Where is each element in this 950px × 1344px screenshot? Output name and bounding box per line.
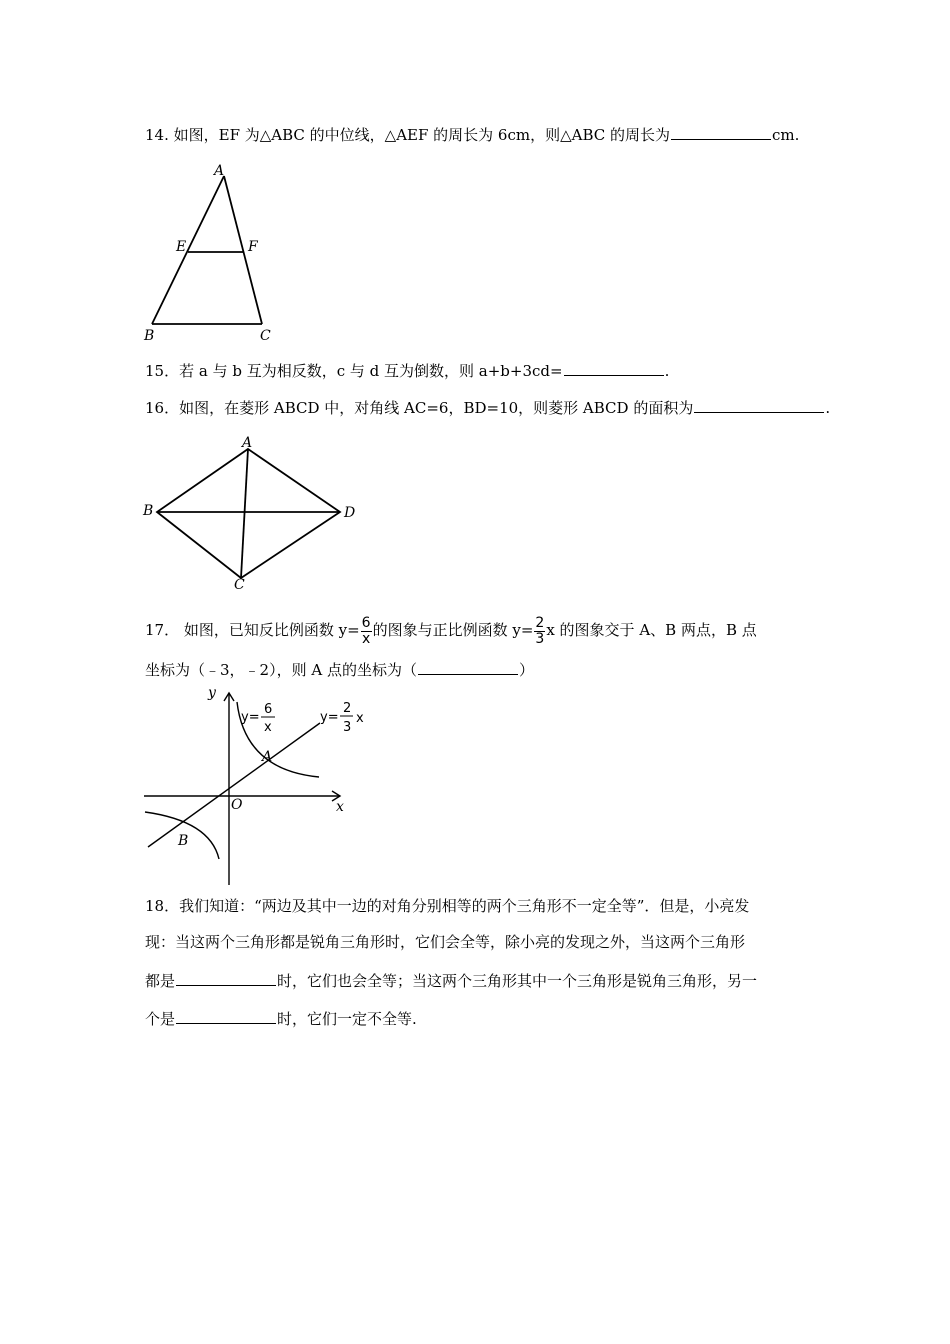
q14-label-a: A	[214, 163, 225, 179]
q14-label-b: B	[144, 328, 155, 344]
q16-label-a: A	[242, 435, 253, 451]
q16-label-d: D	[344, 505, 356, 521]
q17-label-y-2-3-x	[320, 701, 364, 735]
q16-answer-blank[interactable]	[694, 398, 824, 413]
q17-line2-text: 坐标为（﹣3，﹣2），则 A 点的坐标为（	[145, 661, 417, 679]
q18-line3-text-b: 时，它们也会全等；当这两个三角形其中一个三角形是锐角三角形，另一	[277, 972, 758, 990]
q14-text: 14. 如图，EF 为△ABC 的中位线，△AEF 的周长为 6cm，则△ABC 的周长为	[145, 126, 671, 144]
q17-point-b-label: B	[178, 833, 189, 849]
svg-text:6: 6	[264, 702, 273, 717]
q16-rhombus-figure	[140, 435, 365, 595]
question-17-line-2	[145, 660, 534, 680]
q16-rhombus	[157, 449, 340, 578]
svg-text:y=: y=	[320, 710, 339, 725]
question-18-line-3	[145, 971, 757, 991]
q14-triangle-figure	[140, 160, 280, 345]
q17-y-axis-label: y	[208, 685, 216, 701]
q16-diagonal-ac	[241, 449, 248, 578]
q14-label-f: F	[248, 239, 258, 255]
svg-text:x: x	[264, 720, 272, 735]
q14-unit: cm.	[772, 126, 800, 144]
q18-line3-text-a: 都是	[145, 972, 176, 990]
q16-text: 16．如图，在菱形 ABCD 中，对角线 AC=6，BD=10，则菱形 ABCD 的面积为	[145, 399, 694, 417]
q17-line-y-2-3x	[148, 723, 320, 847]
q16-label-b: B	[143, 503, 154, 519]
q15-text: 15．若 a 与 b 互为相反数，c 与 d 互为倒数，则 a+b+3cd=	[145, 362, 563, 380]
q14-label-c: C	[260, 328, 271, 344]
q18-answer-blank-2[interactable]	[176, 1009, 276, 1024]
q18-line4-text-a: 个是	[145, 1010, 176, 1028]
svg-text:x: x	[356, 711, 364, 726]
q16-end: .	[825, 399, 831, 417]
q17-point-a-label: A	[262, 749, 273, 765]
q14-side-ab	[152, 176, 224, 324]
question-17-line-1	[145, 615, 757, 647]
q15-answer-blank[interactable]	[564, 361, 664, 376]
question-15	[145, 361, 669, 381]
q16-label-c: C	[234, 577, 245, 593]
q18-answer-blank-1[interactable]	[176, 971, 276, 986]
question-16	[145, 398, 830, 418]
q17-line2-end: ）	[518, 661, 534, 679]
svg-text:3: 3	[343, 720, 352, 735]
q14-label-e: E	[176, 239, 187, 255]
q18-line4-text-b: 时，它们一定不全等.	[277, 1010, 417, 1028]
q17-answer-blank[interactable]	[418, 660, 518, 675]
q17-label-y-6-over-x	[241, 702, 275, 735]
q17-fraction-6-over-x: $\frac{6}{x}$	[361, 614, 371, 647]
question-14	[145, 125, 799, 145]
q14-answer-blank[interactable]	[671, 125, 771, 140]
q17-origin-label: O	[231, 797, 243, 813]
svg-text:y=: y=	[241, 710, 260, 725]
question-18-line-2: 现：当这两个三角形都是锐角三角形时，它们会全等，除小亮的发现之外，当这两个三角形	[145, 933, 746, 951]
q17-graph-figure	[140, 685, 364, 890]
q15-end: .	[664, 362, 670, 380]
q17-text-b: 的图象与正比例函数 y=	[372, 621, 534, 639]
question-18-line-4	[145, 1009, 417, 1029]
svg-text:2: 2	[343, 701, 352, 716]
question-18-line-1: 18．我们知道：“两边及其中一边的对角分别相等的两个三角形不一定全等”．但是，小亮发	[145, 897, 750, 915]
q17-x-axis-label: x	[336, 799, 344, 815]
q17-text-a: 17． 如图，已知反比例函数 y=	[145, 621, 360, 639]
q17-text-c: x 的图象交于 A、B 两点，B 点	[546, 621, 757, 639]
q17-fraction-2-over-3: $\frac{2}{3}$	[535, 614, 545, 647]
